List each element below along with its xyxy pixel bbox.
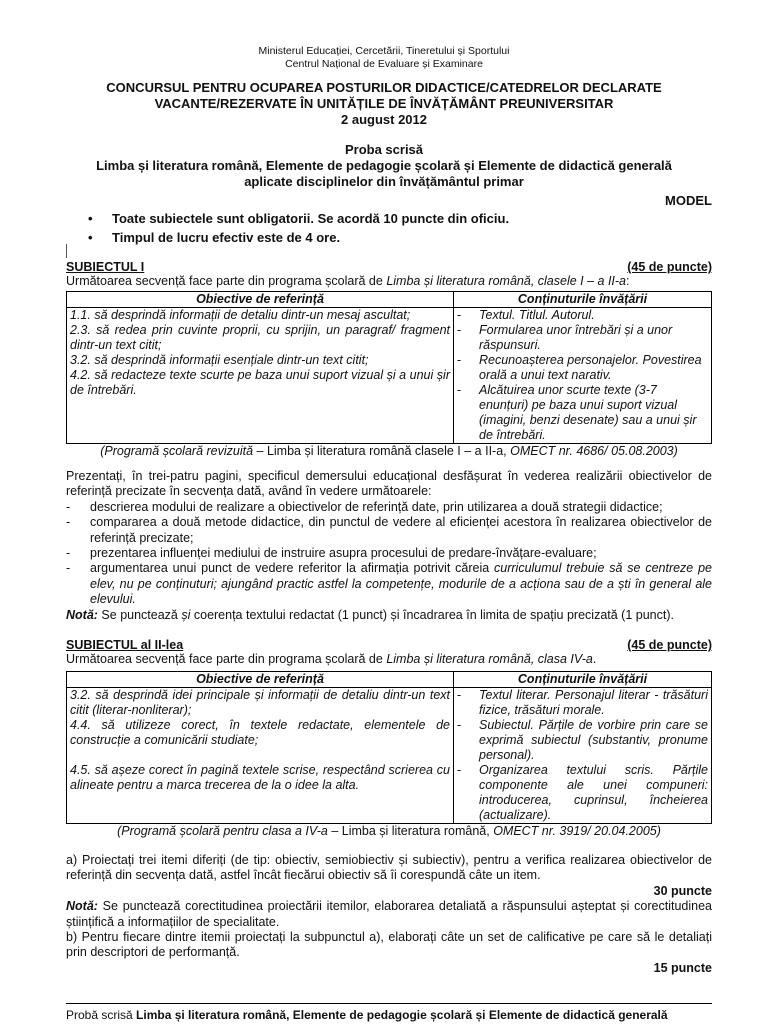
task-item-quote: curriculumul trebuie să se centreze pe elev, nu pe conținuturi; ajungând practic astfel la competențe, modurile de a acționa sau de a ști în general ale elevului.: [90, 561, 712, 607]
objective-item: 2.3. să redea prin cuvinte proprii, cu sprijin, un paragraf/ fragment dintr-un text citit;: [70, 323, 450, 352]
subject-1-title: SUBIECTUL I: [66, 260, 145, 274]
subject-1-intro: [66, 274, 712, 289]
task-item-text: argumentarea unui punct de vedere referitor la afirmația potrivit căreia: [90, 561, 495, 576]
subject-1-note: [66, 608, 712, 623]
objective-item: 3.2. să desprindă idei principale și informații de detaliu dintr-un text citit (literar-nonliterar);: [70, 688, 450, 717]
subject-1: [66, 260, 712, 623]
subject-1-heading: [66, 260, 712, 274]
subject-1-task: [66, 469, 712, 623]
objective-item: 4.5. să așeze corect în pagină textele scrise, respectând scrierea cu alineate pentru a marca trecerea de la o idee la alta.: [70, 763, 450, 792]
title-line-2: VACANTE/REZERVATE ÎN UNITĂȚILE DE ÎNVĂȚĂMÂNT PREUNIVERSITAR: [154, 96, 614, 111]
source-order: OMECT nr. 3919/ 20.04.2005): [493, 824, 661, 838]
note-emphasis: și: [181, 607, 191, 622]
note-text: Se punctează: [97, 607, 182, 622]
note-text: Se punctează corectitudinea proiectării itemilor, elaborarea detaliată a răspunsului așteptat și corectitudinea științifică a informațiilor de specialitate.: [66, 899, 712, 929]
exam-subject-line-2: aplicate disciplinelor din învățământul primar: [244, 174, 524, 189]
task-item: - compararea a două metode didactice, din punctul de vedere al eficienței acestora în realizarea obiectivelor de referință precizate;: [66, 515, 712, 545]
objective-item: 1.1. să desprindă informații de detaliu dintr-un mesaj ascultat;: [70, 308, 411, 322]
model-label: MODEL: [665, 193, 712, 208]
note-label: Notă:: [66, 607, 98, 622]
content-text: Formularea unor întrebări și a unor răspunsuri.: [479, 323, 673, 352]
rule-item: • Toate subiectele sunt obligatorii. Se acordă 10 puncte din oficiu.: [84, 209, 724, 228]
subject-2-points: (45 de puncte): [627, 638, 712, 652]
intro-program: Limba și literatura română, clasele I – a II-a: [386, 274, 627, 288]
col-contents: Conținuturile învățării: [454, 672, 712, 688]
task-item: - descrierea modului de realizare a obiectivelor de referință date, prin utilizarea a două strategii didactice;: [66, 499, 663, 514]
subject-2-task: [66, 853, 712, 976]
exam-heading: [0, 142, 768, 190]
objectives-cell: [67, 308, 454, 444]
content-item: - Textul. Titlul. Autorul.: [457, 308, 595, 322]
task-a-text: a) Proiectați trei itemi diferiți (de tip: obiectiv, semiobiectiv și subiectiv), pentru a verifica realizarea obiectivelor de referință din secvența dată, astfel încât fiecărui obiectiv să îi corespundă câte un item.: [66, 853, 712, 883]
subject-2: [66, 638, 712, 976]
rules-list: [84, 209, 724, 247]
content-text: Alcătuirea unor scurte texte (3-7 enunțuri) pe baza unui suport vizual (imagini, benzi desenate) sau a unui șir de întrebări.: [479, 383, 697, 442]
content-item: - Recunoașterea personajelor. Povestirea orală a unui text narativ.: [457, 353, 708, 383]
subject-2-intro: [66, 652, 712, 667]
subject-2-table: [66, 671, 712, 824]
task-a-points: 30 puncte: [653, 883, 712, 898]
task-item-text: compararea a două metode didactice, din punctul de vedere al eficienței acestora în realizarea obiectivelor de referință precizate;: [90, 515, 712, 545]
content-text: Subiectul. Părțile de vorbire prin care se exprimă subiectul (substantiv, pronume personal).: [479, 718, 708, 762]
task-b-points: 15 puncte: [653, 960, 712, 975]
subject-2-source: [66, 824, 712, 839]
content-item: - Alcătuirea unor scurte texte (3-7 enunțuri) pe baza unui suport vizual (imagini, benzi desenate) sau a unui șir de întrebări.: [457, 383, 708, 443]
subject-1-table: [66, 291, 712, 444]
content-text: Recunoașterea personajelor. Povestirea orală a unui text narativ.: [479, 353, 702, 382]
objectives-cell: [67, 688, 454, 824]
task-item: - prezentarea influenței mediului de instruire asupra procesului de predare-învățare-evaluare;: [66, 546, 597, 561]
objective-item: 4.4. să utilizeze corect, în textele redactate, elementele de construcție a comunicării studiate;: [70, 718, 450, 747]
task-item-text: prezentarea influenței mediului de instruire asupra procesului de predare-învățare-evaluare;: [90, 546, 597, 561]
task-text: Prezentați, în trei-patru pagini, specificul demersului educațional desfășurat în vederea realizării obiectivelor de referință precizate în secvența dată, având în vedere următoarele:: [66, 469, 712, 499]
content-item: - Subiectul. Părțile de vorbire prin care se exprimă subiectul (substantiv, pronume personal).: [457, 718, 708, 762]
exam-title: [0, 80, 768, 128]
subject-1-source: [66, 444, 712, 459]
content-item: - Organizarea textului scris. Părțile componente ale unei compuneri: introducerea, cuprinsul, încheierea (actualizare).: [457, 763, 708, 822]
page-footer: [66, 1003, 712, 1022]
text-cursor-mark: [66, 244, 67, 258]
content-item: - Formularea unor întrebări și a unor răspunsuri.: [457, 323, 708, 353]
source-program: (Programă școlară revizuită: [100, 444, 254, 458]
subject-2-note: [66, 899, 712, 930]
source-text: – Limba și literatura română clasele I – a II-a,: [253, 444, 511, 458]
source-text: – Limba și literatura română,: [327, 824, 494, 838]
note-text: coerența textului redactat (1 punct) și încadrarea în limita de spațiu precizată (1 punct).: [190, 607, 674, 622]
note-label: Notă:: [66, 899, 98, 914]
rule-item: • Timpul de lucru efectiv este de 4 ore.: [84, 228, 724, 247]
intro-end: .: [592, 652, 597, 666]
source-program: (Programă școlară pentru clasa a IV-a: [117, 824, 328, 838]
content-text: Organizarea textului scris. Părțile componente ale unei compuneri: introducerea, cuprinsul, încheierea (actualizare).: [479, 763, 708, 822]
contents-cell: [454, 688, 712, 824]
objective-item: 4.2. să redacteze texte scurte pe baza unui suport vizual și a unui șir de întrebări.: [70, 368, 450, 397]
title-line-1: CONCURSUL PENTRU OCUPAREA POSTURILOR DIDACTICE/CATEDRELOR DECLARATE: [106, 80, 662, 95]
contents-cell: [454, 308, 712, 444]
ministry-name: Ministerul Educației, Cercetării, Tineretului și Sportului: [258, 45, 510, 57]
evaluation-center: Centrul Național de Evaluare și Examinare: [285, 58, 483, 70]
footer-label: Probă scrisă: [66, 1008, 137, 1022]
page-header: [0, 45, 768, 71]
col-contents: Conținuturile învățării: [454, 292, 712, 308]
footer-subject: Limba și literatura română, Elemente de pedagogie școlară și Elemente de didactică generală: [136, 1008, 668, 1022]
exam-subject-line-1: Limba și literatura română, Elemente de pedagogie școlară și Elemente de didactică generală: [96, 158, 672, 173]
intro-text: Următoarea secvență face parte din programa școlară de: [66, 652, 387, 666]
col-objectives: Obiective de referință: [67, 672, 454, 688]
exam-type: Proba scrisă: [344, 142, 424, 157]
task-item: - argumentarea unui punct de vedere referitor la afirmația potrivit căreia curriculumul trebuie să se centreze pe elev, nu pe conținuturi; ajungând practic astfel la competențe, modurile de a acționa sau de a ști în general ale elevului.: [66, 561, 712, 607]
objective-item: 3.2. să desprindă informații esențiale dintr-un text citit;: [70, 353, 369, 367]
col-objectives: Obiective de referință: [67, 292, 454, 308]
content-text: Textul. Titlul. Autorul.: [479, 308, 595, 322]
exam-date: 2 august 2012: [341, 112, 427, 127]
source-order: OMECT nr. 4686/ 05.08.2003): [510, 444, 678, 458]
subject-1-points: (45 de puncte): [627, 260, 712, 274]
intro-program: Limba și literatura română, clasa IV-a: [386, 652, 593, 666]
subject-2-heading: [66, 638, 712, 652]
task-item-text: descrierea modului de realizare a obiectivelor de referință date, prin utilizarea a două strategii didactice;: [90, 499, 663, 514]
content-item: - Textul literar. Personajul literar - trăsături fizice, trăsături morale.: [457, 688, 708, 717]
intro-text: Următoarea secvență face parte din programa școlară de: [66, 274, 387, 288]
task-b-text: b) Pentru fiecare dintre itemii proiectați la subpunctul a), elaborați câte un set de calificative pe care să le detaliați prin descriptori de performanță.: [66, 930, 712, 960]
subject-2-title: SUBIECTUL al II-lea: [66, 638, 184, 652]
content-text: Textul literar. Personajul literar - trăsături fizice, trăsături morale.: [479, 688, 708, 717]
intro-end: :: [626, 274, 630, 288]
